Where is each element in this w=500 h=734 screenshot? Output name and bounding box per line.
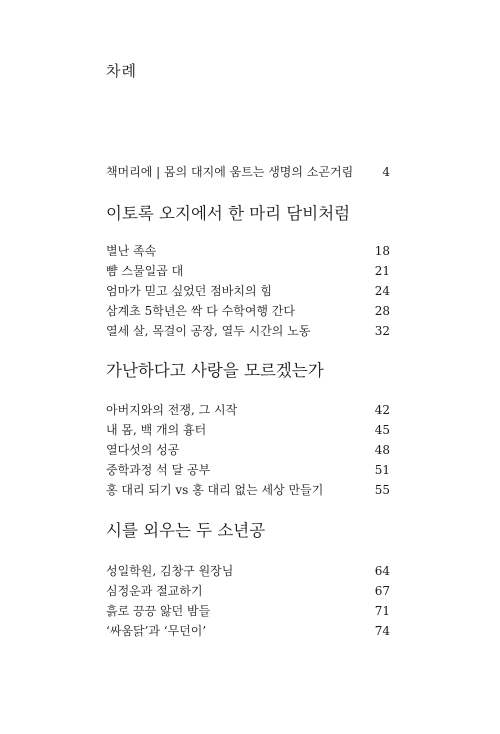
entry-title: 성일학원, 김창구 원장님 (106, 564, 234, 578)
toc-entry (106, 420, 390, 440)
entry-page-number: 18 (374, 244, 390, 258)
toc-entry (106, 480, 390, 500)
entry-title: 흙로 끙끙 앓던 밤들 (106, 604, 211, 618)
entry-title: 삼계초 5학년은 싹 다 수학여행 간다 (106, 304, 295, 318)
toc-entry (106, 281, 390, 301)
entry-title: 책머리에 | 몸의 대지에 움트는 생명의 소곤거림 (106, 165, 354, 179)
entry-page-number: 71 (374, 604, 390, 618)
entry-title: 내 몸, 백 개의 흉터 (106, 423, 207, 437)
toc-entry (106, 261, 390, 281)
toc-entry (106, 621, 390, 641)
part-3-title: 시를 외우는 두 소년공 (106, 521, 266, 540)
toc-entry (106, 400, 390, 420)
toc-entry (106, 301, 390, 321)
entry-title: 아버지와의 전쟁, 그 시작 (106, 403, 238, 417)
entry-title: 열세 살, 목걸이 공장, 열두 시간의 노동 (106, 324, 311, 338)
entry-page-number: 55 (374, 483, 390, 497)
entry-page-number: 4 (382, 165, 390, 179)
toc-entry (106, 601, 390, 621)
entry-page-number: 51 (374, 463, 390, 477)
entry-page-number: 28 (374, 304, 390, 318)
entry-title: 중학과정 석 달 공부 (106, 463, 211, 477)
toc-heading: 차례 (106, 62, 137, 80)
entry-page-number: 74 (374, 624, 390, 638)
entry-page-number: 64 (374, 564, 390, 578)
entry-page-number: 42 (374, 403, 390, 417)
toc-entry (106, 241, 390, 261)
toc-entry (106, 581, 390, 601)
entry-title: 열다섯의 성공 (106, 443, 180, 457)
entry-title: ‘싸움닭’과 ‘무던이’ (106, 624, 207, 638)
entry-title: 홍 대리 되기 vs 홍 대리 없는 세상 만들기 (106, 483, 324, 497)
part-2-title: 가난하다고 사랑을 모르겠는가 (106, 361, 324, 380)
entry-page-number: 24 (374, 284, 390, 298)
entry-title: 뺨 스물일곱 대 (106, 264, 184, 278)
entry-title: 엄마가 믿고 싶었던 점바치의 힘 (106, 284, 272, 298)
entry-page-number: 32 (374, 324, 390, 338)
toc-entry (106, 440, 390, 460)
toc-entry (106, 321, 390, 341)
part-1-title: 이토록 오지에서 한 마리 담비처럼 (106, 204, 351, 223)
entry-page-number: 45 (374, 423, 390, 437)
toc-entry (106, 460, 390, 480)
entry-title: 별난 족속 (106, 244, 157, 258)
entry-page-number: 48 (374, 443, 390, 457)
entry-page-number: 67 (374, 584, 390, 598)
entry-page-number: 21 (374, 264, 390, 278)
toc-entry (106, 561, 390, 581)
preface-entry (106, 162, 390, 182)
entry-title: 심정운과 절교하기 (106, 584, 203, 598)
